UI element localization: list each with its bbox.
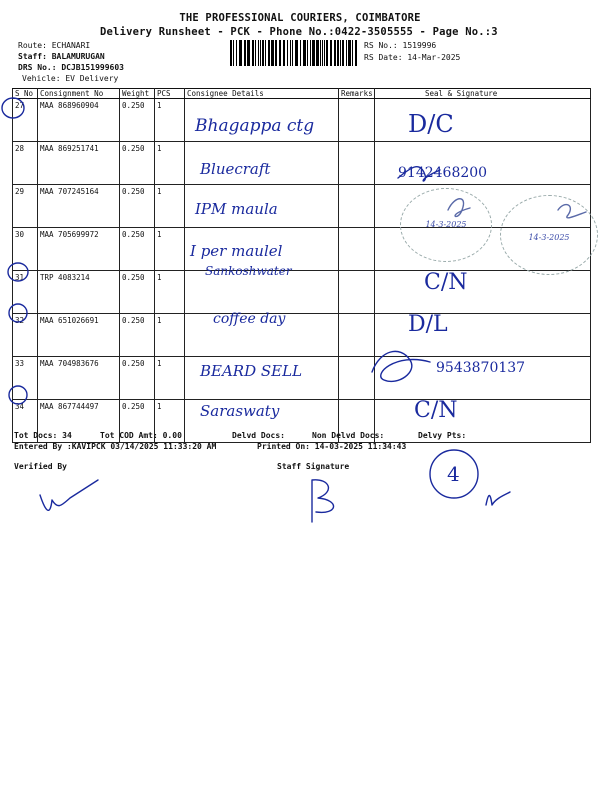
- cell-remarks: [339, 357, 375, 400]
- handwritten-consignee: Bhagappa ctg: [195, 116, 315, 136]
- barcode-bar: [233, 40, 234, 66]
- runsheet-table: [12, 88, 591, 443]
- barcode-bar: [279, 40, 281, 66]
- route-label: Route: ECHANARI: [18, 41, 91, 50]
- barcode-bar: [239, 40, 242, 66]
- rs-date-label: RS Date: 14-Mar-2025: [364, 53, 461, 62]
- barcode-bar: [320, 40, 321, 66]
- verified-signature: [40, 480, 98, 510]
- cell-consignment: MAA 651026691: [38, 314, 120, 357]
- col-pcs: PCS: [155, 89, 185, 99]
- barcode-bar: [307, 40, 308, 66]
- drs-label: DRS No.: DCJB151999603: [18, 63, 124, 72]
- cell-consignment: MAA 868960904: [38, 99, 120, 142]
- tot-docs: Tot Docs: 34: [14, 431, 72, 440]
- handwritten-signature: D/L: [408, 312, 448, 337]
- barcode-bar: [265, 40, 266, 66]
- rs-no-label: RS No.: 1519996: [364, 41, 437, 50]
- cell-remarks: [339, 228, 375, 271]
- handwritten-consignee: BEARD SELL: [200, 362, 303, 380]
- cell-signature: [375, 400, 591, 443]
- cell-consignment: MAA 705699972: [38, 228, 120, 271]
- barcode-bar: [255, 40, 256, 66]
- barcode-bar: [290, 40, 291, 66]
- footer-initials: [486, 492, 510, 505]
- cell-weight: 0.250: [120, 99, 155, 142]
- barcode-bar: [330, 40, 332, 66]
- barcode-bar: [268, 40, 270, 66]
- handwritten-signature: D/C: [408, 110, 454, 138]
- barcode-bar: [355, 40, 357, 66]
- delvd-docs: Delvd Docs:: [232, 431, 285, 440]
- barcode-bar: [346, 40, 347, 66]
- cell-sno: 33: [13, 357, 38, 400]
- cell-weight: 0.250: [120, 185, 155, 228]
- cell-pcs: 1: [155, 314, 185, 357]
- barcode-bar: [337, 40, 339, 66]
- cell-consignment: TRP 4083214: [38, 271, 120, 314]
- cell-sno: 30: [13, 228, 38, 271]
- cell-pcs: 1: [155, 357, 185, 400]
- cell-consignment: MAA 867744497: [38, 400, 120, 443]
- cell-pcs: 1: [155, 400, 185, 443]
- handwritten-signature: C/N: [414, 398, 458, 423]
- runsheet-title: Delivery Runsheet - PCK - Phone No.:0422-3505555 - Page No.:3: [100, 26, 498, 38]
- barcode-bar: [326, 40, 328, 66]
- cell-remarks: [339, 142, 375, 185]
- cell-pcs: 1: [155, 142, 185, 185]
- barcode-bar: [300, 40, 301, 66]
- cell-sno: 28: [13, 142, 38, 185]
- cell-signature: [375, 99, 591, 142]
- cell-weight: 0.250: [120, 357, 155, 400]
- printed-on: Printed On: 14-03-2025 11:34:43: [257, 442, 407, 451]
- handwritten-signature: C/N: [424, 270, 468, 295]
- barcode-bar: [292, 40, 293, 66]
- col-remarks: Remarks: [339, 89, 375, 99]
- cell-pcs: 1: [155, 185, 185, 228]
- non-delvd-docs: Non Delvd Docs:: [312, 431, 385, 440]
- cell-weight: 0.250: [120, 142, 155, 185]
- cell-signature: [375, 314, 591, 357]
- company-title: THE PROFESSIONAL COURIERS, COIMBATORE: [179, 12, 421, 24]
- stamp-right: [500, 195, 598, 275]
- verified-by-label: Verified By: [14, 462, 67, 471]
- barcode-bar: [334, 40, 336, 66]
- barcode-bar: [260, 40, 261, 66]
- cell-weight: 0.250: [120, 400, 155, 443]
- handwritten-signature: 9543870137: [436, 360, 526, 376]
- col-consignee: Consignee Details: [185, 89, 339, 99]
- cell-remarks: [339, 99, 375, 142]
- entered-by: Entered By :KAVIPCK 03/14/2025 11:33:20 AM: [14, 442, 217, 451]
- handwritten-signature: 9142468200: [398, 165, 488, 181]
- table-header-row: [13, 89, 591, 99]
- cell-weight: 0.250: [120, 228, 155, 271]
- barcode-bar: [271, 40, 274, 66]
- handwritten-consignee: coffee day: [213, 311, 286, 327]
- barcode-bar: [303, 40, 306, 66]
- col-consignment: Consignment No: [38, 89, 120, 99]
- cell-remarks: [339, 314, 375, 357]
- handwritten-consignee: Sankoshwater: [205, 264, 292, 278]
- barcode: [230, 40, 358, 66]
- barcode-bar: [352, 40, 353, 66]
- cell-consignment: MAA 704983676: [38, 357, 120, 400]
- cell-weight: 0.250: [120, 314, 155, 357]
- barcode-bar: [295, 40, 298, 66]
- stamp-date: 14-3-2025: [425, 220, 467, 229]
- cell-signature: [375, 271, 591, 314]
- col-sno: S No: [13, 89, 38, 99]
- circled-number: 4: [447, 462, 460, 486]
- cell-weight: 0.250: [120, 271, 155, 314]
- staff-label: Staff: BALAMURUGAN: [18, 52, 105, 61]
- cell-sno: 34: [13, 400, 38, 443]
- barcode-bar: [312, 40, 315, 66]
- cell-consignment: MAA 707245164: [38, 185, 120, 228]
- cell-sno: 32: [13, 314, 38, 357]
- stamp-left: [400, 188, 492, 262]
- barcode-bar: [275, 40, 277, 66]
- col-weight: Weight: [120, 89, 155, 99]
- delvy-pts: Delvy Pts:: [418, 431, 467, 440]
- handwritten-consignee: Bluecraft: [200, 160, 271, 178]
- staff-signature-label: Staff Signature: [277, 462, 350, 471]
- cell-remarks: [339, 185, 375, 228]
- barcode-bar: [283, 40, 285, 66]
- handwritten-consignee: Saraswaty: [200, 402, 280, 420]
- cell-consignment: MAA 869251741: [38, 142, 120, 185]
- cell-sno: 27: [13, 99, 38, 142]
- barcode-bar: [310, 40, 311, 66]
- barcode-bar: [262, 40, 264, 66]
- barcode-bar: [340, 40, 341, 66]
- barcode-bar: [252, 40, 254, 66]
- cell-pcs: 1: [155, 271, 185, 314]
- cell-remarks: [339, 271, 375, 314]
- cell-sno: 31: [13, 271, 38, 314]
- handwritten-consignee: IPM maula: [195, 200, 278, 218]
- barcode-bar: [322, 40, 323, 66]
- barcode-bar: [244, 40, 246, 66]
- barcode-bar: [258, 40, 259, 66]
- barcode-bar: [236, 40, 237, 66]
- col-signature: Seal & Signature: [375, 89, 591, 99]
- barcode-bar: [324, 40, 325, 66]
- barcode-bar: [247, 40, 250, 66]
- barcode-bar: [316, 40, 319, 66]
- barcode-bar: [230, 40, 232, 66]
- cell-pcs: 1: [155, 99, 185, 142]
- barcode-bar: [342, 40, 344, 66]
- handwritten-consignee: I per maulel: [190, 242, 283, 260]
- tot-cod: Tot COD Amt: 0.00: [100, 431, 182, 440]
- staff-signature-mark: [312, 480, 334, 522]
- cell-sno: 29: [13, 185, 38, 228]
- vehicle-label: Vehicle: EV Delivery: [22, 74, 119, 83]
- barcode-bar: [287, 40, 288, 66]
- table-row: [13, 314, 591, 357]
- cell-pcs: 1: [155, 228, 185, 271]
- table-row: [13, 271, 591, 314]
- table-row: [13, 142, 591, 185]
- barcode-bar: [348, 40, 351, 66]
- stamp-date: 14-3-2025: [528, 233, 570, 242]
